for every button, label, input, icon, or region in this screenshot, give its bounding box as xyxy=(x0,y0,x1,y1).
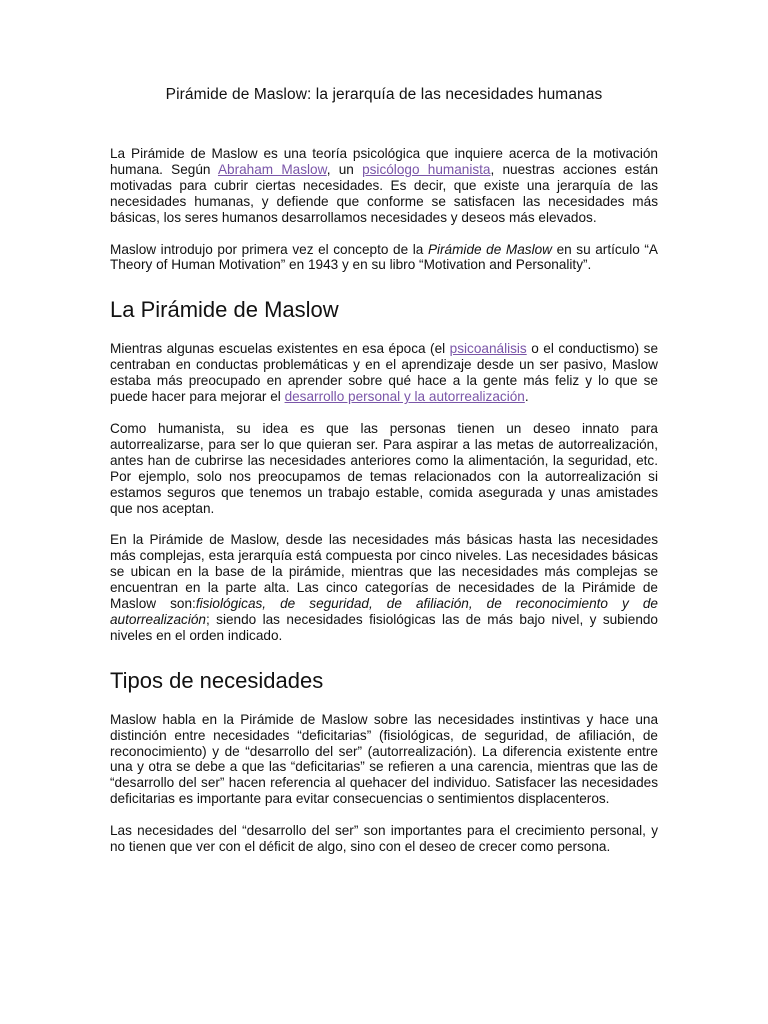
section1-paragraph-3 xyxy=(110,532,658,643)
intro-paragraph-1 xyxy=(110,146,658,226)
inline-link[interactable]: Abraham Maslow xyxy=(217,161,327,177)
text-run: Maslow introdujo por primera vez el concepto de la xyxy=(110,241,428,257)
section2-paragraph-2 xyxy=(110,823,658,855)
emphasized-text: Pirámide de Maslow xyxy=(427,241,552,257)
text-run: Como humanista, su idea es que las personas tienen un deseo innato para autorrealizarse, para ser lo que quieran ser. Para aspirar a las metas de autorrealización, antes han de cubrirse las necesidades anteriores como la alimentación, la seguridad, etc. Por ejemplo, solo nos preocupamos de temas relacionados con la autorrealización si estamos seguros que tenemos un trabajo estable, comida asegurada y unas amistades que nos aceptan. xyxy=(110,420,658,516)
section2-paragraph-1 xyxy=(110,712,658,807)
inline-link[interactable]: desarrollo personal y la autorrealización xyxy=(284,389,525,405)
text-run: , nuestras acciones están motivadas para cubrir ciertas necesidades. Es decir, que existe una jerarquía de las necesidades humanas, y defiende que conforme se satisfacen las necesidades más básicas, los seres humanos desarrollamos necesidades y deseos más elevados. xyxy=(110,161,659,225)
section1-paragraph-1 xyxy=(110,341,658,405)
inline-link[interactable]: psicólogo humanista xyxy=(362,161,491,177)
text-run: o el conductismo) se centraban en conductas problemáticas y en el aprendizaje desde un ser pasivo, Maslow estaba más preocupado en aprender sobre qué hace a la gente más feliz y lo que se puede hacer para mejorar el xyxy=(110,341,659,405)
inline-link[interactable]: psicoanálisis xyxy=(449,341,527,357)
text-run: en su artículo “A Theory of Human Motivation” en 1943 y en su libro “Motivation and Personality”. xyxy=(110,241,659,273)
section-heading-piramide: La Pirámide de Maslow xyxy=(110,297,339,323)
text-run: Maslow habla en la Pirámide de Maslow sobre las necesidades instintivas y hace una distinción entre necesidades “deficitarias” (fisiológicas, de seguridad, de afiliación, de reconocimiento) y de “desarrollo del ser” (autorrealización). La diferencia existente entre una y otra se debe a que las “deficitarias” se refieren a una carencia, mientras que las de “desarrollo del ser” hacen referencia al quehacer del individuo. Satisfacer las necesidades deficitarias es importante para evitar consecuencias o sentimientos displacenteros. xyxy=(110,711,658,807)
text-run: ; siendo las necesidades fisiológicas las de más bajo nivel, y subiendo niveles en el orden indicado. xyxy=(110,611,658,643)
text-run: En la Pirámide de Maslow, desde las necesidades más básicas hasta las necesidades más complejas, esta jerarquía está compuesta por cinco niveles. Las necesidades básicas se ubican en la base de la pirámide, mientras que las necesidades más complejas se encuentran en la parte alta. Las cinco categorías de necesidades de la Pirámide de Maslow son: xyxy=(110,532,658,612)
emphasized-text: fisiológicas, de seguridad, de afiliación, de reconocimiento y de autorrealización xyxy=(110,596,658,627)
text-run: Mientras algunas escuelas existentes en esa época (el xyxy=(110,341,450,357)
text-run: . xyxy=(524,389,529,405)
intro-paragraph-2 xyxy=(110,242,658,274)
text-run: Las necesidades del “desarrollo del ser” son importantes para el crecimiento personal, y no tienen que ver con el déficit de algo, sino con el deseo de crecer como persona. xyxy=(110,823,658,855)
document-title: Pirámide de Maslow: la jerarquía de las necesidades humanas xyxy=(165,86,603,103)
text-run: La Pirámide de Maslow es una teoría psicológica que inquiere acerca de la motivación humana. Según xyxy=(110,146,658,177)
text-run: , un xyxy=(326,161,363,177)
section-heading-tipos: Tipos de necesidades xyxy=(110,667,324,693)
section1-paragraph-2 xyxy=(110,421,658,516)
